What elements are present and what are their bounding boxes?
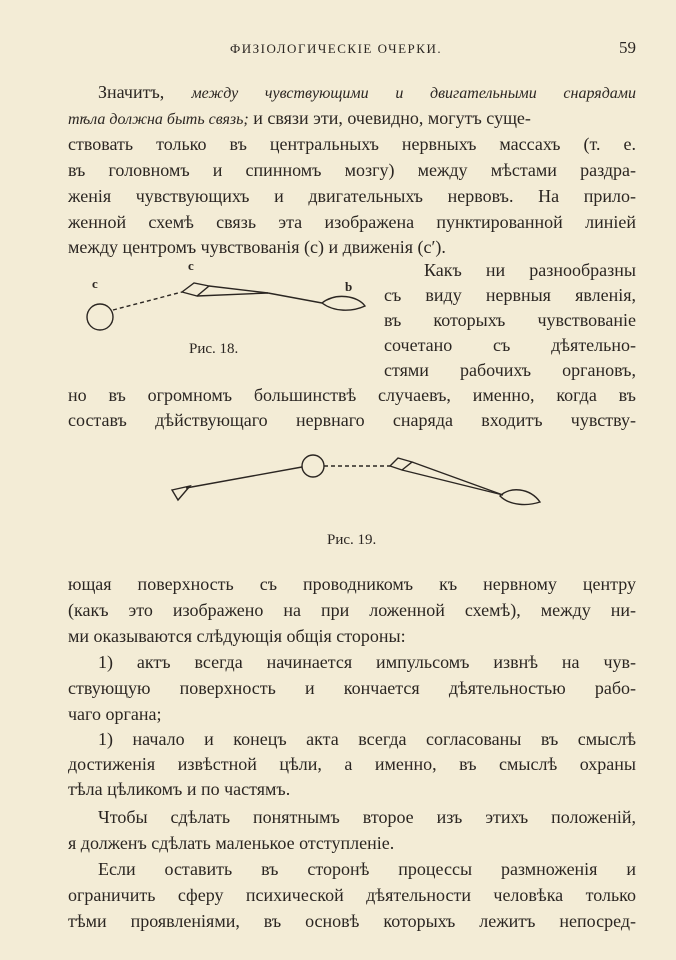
center-circle	[302, 455, 324, 477]
italic-span: тѣла должна быть связь;	[68, 111, 249, 128]
paragraph-line: Если оставить въ сторонѣ процессы размноженія и	[98, 859, 636, 879]
paragraph-line: Какъ ни разнообразны	[424, 260, 636, 280]
paragraph-line: стями рабочихъ органовъ,	[384, 360, 636, 380]
figure-letter: c	[92, 276, 98, 291]
paragraph-line: составъ дѣйствующаго нервнаго снаряда входитъ чувству-	[68, 410, 636, 430]
figure-letter: b	[345, 279, 353, 294]
motor-center-shape	[390, 458, 412, 470]
paragraph-line: сочетано съ дѣятельно-	[384, 335, 636, 355]
paragraph-line: женія чувствующихъ и двигательныхъ нервовъ. На прило-	[68, 186, 636, 206]
figure-caption: Рис. 19.	[327, 532, 377, 548]
paragraph-line: ющая поверхность съ проводникомъ къ нервному центру	[68, 574, 636, 594]
paragraph-line: тѣми проявленіями, въ основѣ которыхъ лежитъ непосред-	[68, 911, 636, 931]
paragraph-line: между центромъ чувствованія (c) и движенія (c′).	[68, 237, 446, 257]
page-number: 59	[619, 38, 636, 57]
text-span: Значитъ,	[98, 82, 165, 102]
muscle-shape	[500, 490, 540, 505]
paragraph-line: ограничить сферу психической дѣятельности человѣка только	[68, 885, 636, 905]
list-item-line: ствующую поверхность и кончается дѣятельностью рабо-	[68, 678, 636, 698]
list-item-line: тѣла цѣликомъ и по частямъ.	[68, 779, 291, 799]
running-header: ФИЗІОЛОГИЧЕСКІЕ ОЧЕРКИ.	[230, 41, 443, 56]
list-item-line: чаго органа;	[68, 704, 162, 724]
paragraph-line: съ виду нервныя явленія,	[384, 285, 636, 305]
list-item-line: 1) начало и конецъ акта всегда согласованы въ смыслѣ	[98, 729, 636, 749]
paragraph-line: но въ огромномъ большинствѣ случаевъ, именно, когда въ	[68, 385, 636, 405]
paragraph-line: я долженъ сдѣлать маленькое отступленіе.	[68, 833, 395, 853]
paragraph-line: ми оказываются слѣдующія общія стороны:	[68, 626, 406, 646]
figure-letter: c	[188, 258, 194, 273]
list-item-line: достиженія извѣстной цѣли, а именно, въ смыслѣ охраны	[68, 754, 636, 774]
figure-caption: Рис. 18.	[189, 341, 239, 357]
text-span: и связи эти, очевидно, могутъ суще-	[248, 108, 531, 128]
nerve-line	[402, 470, 503, 495]
paragraph-line: (какъ это изображено на при ложенной схемѣ), между ни-	[68, 600, 636, 620]
italic-span: между чувствующими и двигательными снарядами	[191, 85, 637, 102]
paragraph-line: въ которыхъ чувствованіе	[384, 310, 636, 330]
nerve-line	[186, 467, 302, 488]
paragraph-line: ствовать только въ центральныхъ нервныхъ массахъ (т. е.	[68, 134, 636, 154]
paragraph-line: женной схемѣ связь эта изображена пунктированной линіей	[68, 212, 636, 232]
list-item-line: 1) актъ всегда начинается импульсомъ извнѣ на чув-	[98, 652, 636, 672]
nerve-line	[412, 462, 503, 495]
paragraph-line: Чтобы сдѣлать понятнымъ второе изъ этихъ положеній,	[98, 807, 636, 827]
paragraph-line: въ головномъ и спинномъ мозгу) между мѣстами раздра-	[68, 160, 636, 180]
